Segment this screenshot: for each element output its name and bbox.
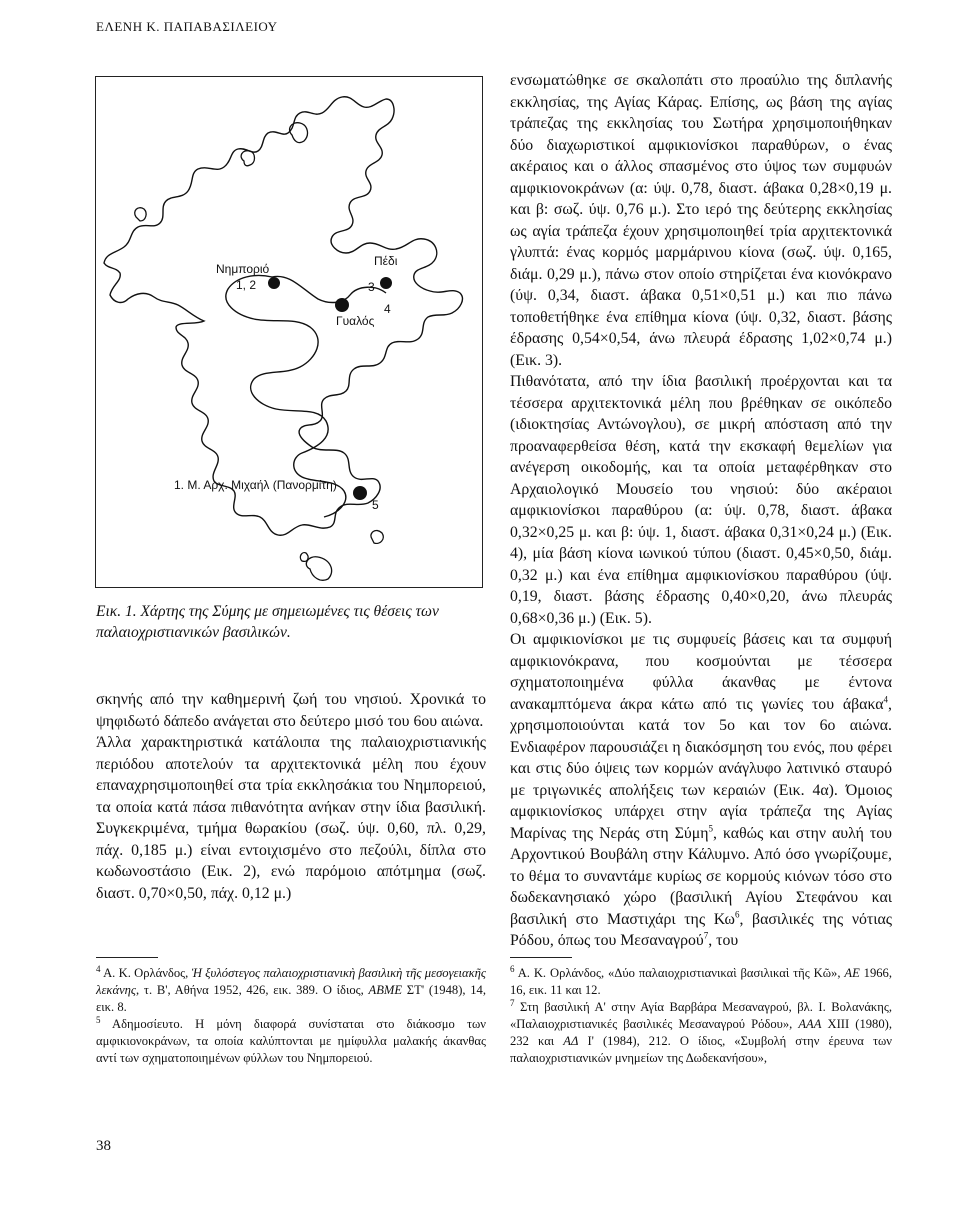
footnote-7: [510, 999, 892, 1067]
label-panormitis: 1. Μ. Αρχ. Μιχαήλ (Πανορμίτη): [174, 478, 337, 492]
footnote-6: [510, 965, 892, 999]
footnote-7-number: 7: [510, 997, 515, 1008]
footnote-5-number: 5: [96, 1014, 101, 1025]
footnote-7-text-c: Ι' (1984), 212. Ο ίδιος, «Συμβολή στην έρευνα των παλαιοχριστιανικών μνημείων της Δωδεκανήσου»,: [510, 1034, 892, 1065]
page-number: 38: [96, 1138, 111, 1154]
left-paragraph-1: σκηνής από την καθημερινή ζωή του νησιού. Χρονικά το ψηφιδωτό δάπεδο ανάγεται στο δεύτερο μισό του 6ου αιώνα.: [96, 691, 486, 730]
site-marker-nimporio: [268, 277, 280, 289]
running-header: ΕΛΕΝΗ Κ. ΠΑΠΑΒΑΣΙΛΕΙΟΥ: [96, 19, 278, 34]
islet-southeast: [371, 531, 383, 544]
footnote-6-number: 6: [510, 963, 515, 974]
right-column: [510, 70, 892, 952]
islet-south: [306, 557, 331, 581]
footnote-6-journal: ΑΕ: [844, 966, 860, 980]
right-p3-text-c: , καθώς και στην αυλή του Αρχοντικού Βουβάλη στην Κάλυμνο. Από όσο γνωρίζουμε, το θέμα το συναντάμε κυρίως σε κορμούς κιόνων τόσο στο δωδεκανησιακό χώρο (βασιλική Αγίου Στεφάνου και βασιλική στο Μαστιχάρι της Κω: [510, 824, 893, 928]
label-nimporio-nums: 1, 2: [236, 278, 257, 292]
island-coastline: [104, 97, 462, 536]
footnote-7-journal: ΑΑΑ: [798, 1017, 822, 1031]
right-paragraph-1: ενσωματώθηκε σε σκαλοπάτι στο προαύλιο της διπλανής εκκλησίας, της Αγίας Κάρας. Επίσης, ως βάση της αγίας τράπεζας της εκκλησίας του Σωτήρα χρησιμοποιήθηκαν δύο διαχωριστικοί αμφικιονίσκοι παραθύρων, ο ένας ακέραιος και ο άλλος σπασμένος στο ύψος των συμφυών αμφικιονοκράνων (α: ύψ. 0,78, διαστ. άβακα 0,28×0,19 μ. και β: σωζ. ύψ. 0,76 μ.). Στο ιερό της δεύτερης εκκλησίας ως αγία τράπεζα έχουν χρησιμοποιηθεί τρία αρχιτεκτονικά γλυπτά: ένας κορμός μαρμάρινου κίονα (σωζ. ύψ. 0,165, διάμ. 0,29 μ.), πάνω στον οποίο στηρίζεται ένα κιονόκρανο (ύψ. 0,34, διαστ. άβακα 0,51×0,51 μ.) και πιο πάνω τοποθετήθηκε ένα επίθημα κίονα (ύψ. 0,32, διαστ. βάσης έδρασης 0,54×0,54, άνω πλευρά έδρασης 1,02×0,74 μ.) (Εικ. 3).: [510, 72, 892, 369]
right-p3-text-a: Οι αμφικιονίσκοι με τις συμφυείς βάσεις και τα συμφυή αμφικιονόκρανα, που κοσμούνται με τέσσερα σχηματοποιημένα φύλλα άκανθας με έντονα ανακαμπτόμενα άκρα κάτω από τις γωνίες του άβακα: [510, 631, 892, 713]
footnote-5: [96, 1016, 486, 1067]
label-pedi: Πέδι: [374, 254, 398, 268]
symi-map: [96, 77, 483, 588]
footnote-rule-left: [96, 957, 158, 958]
footnote-ref-6: 6: [734, 909, 740, 920]
right-p3-text-e: , του: [708, 932, 739, 949]
footnote-4-text-c: ΣΤ' (1948), 14, εικ. 8.: [96, 983, 487, 1014]
islet-northwest: [241, 151, 254, 166]
footnote-ref-4: 4: [883, 694, 889, 705]
footnotes-left: [96, 965, 486, 1067]
footnote-4-number: 4: [96, 963, 101, 974]
right-p3-text-d: , βασιλικές της νότιας Ρόδου, όπως του Μεσαναγρού: [510, 910, 892, 949]
footnote-ref-7: 7: [703, 930, 709, 941]
islet-south-small: [300, 553, 308, 562]
label-num3: 3: [368, 280, 375, 294]
footnote-7-journal-2: ΑΔ: [563, 1034, 579, 1048]
islet-west: [135, 208, 146, 221]
label-num5: 5: [372, 498, 379, 512]
site-marker-pedi: [380, 277, 392, 289]
footnote-5-text: Αδημοσίευτο. Η μόνη διαφορά συνίσταται στο διάκοσμο των αμφικιονοκράνων, τα οποία καλύπτονται με ημίφυλλα μαλακής άκανθας αντί των σχηματοποιημένων φύλλων του Νημπορειού.: [96, 1017, 486, 1065]
footnote-7-text-b: XIII (1980), 232 και: [510, 1017, 892, 1048]
left-paragraph-2: Άλλα χαρακτηριστικά κατάλοιπα της παλαιοχριστιανικής περιόδου αποτελούν τα αρχιτεκτονικά μέλη που έχουν επαναχρησιμοποιηθεί στα τρία εκκλησάκια του Νημπορειού, τα οποία κατά πάσα πιθανότητα ανήκαν στην ίδια βασιλική. Συγκεκριμένα, τμήμα θωρακίου (σωζ. ύψ. 0,60, πλ. 0,29, πάχ. 0,185 μ.) είναι εντοιχισμένο στο πεζούλι, δίπλα στο κωδωνοστάσιο (Εικ. 2), ενώ παρόμοιο απότμημα (σωζ. διαστ. 0,70×0,50, πάχ. 0,12 μ.): [96, 734, 486, 902]
footnote-7-text-a: Στη βασιλική Α' στην Αγία Βαρβάρα Μεσαναγρού, βλ. Ι. Βολανάκης, «Παλαιοχριστιανικές βασιλικές Μεσαναγρού Ρόδου»,: [510, 1000, 892, 1031]
right-paragraph-3: [510, 629, 892, 952]
footnote-6-text-a: Α. Κ. Ορλάνδος, «Δύο παλαιοχριστιανικαὶ βασιλικαὶ τῆς Κῶ»,: [514, 966, 845, 980]
footnote-4-text-b: , τ. Β', Αθήνα 1952, 426, εικ. 389. Ο ίδιος,: [136, 983, 369, 997]
footnote-4-text-a: Α. Κ. Ορλάνδος,: [100, 966, 192, 980]
footnote-4: [96, 965, 486, 1016]
site-marker-panormitis: [353, 486, 367, 500]
figure-caption: Εικ. 1. Χάρτης της Σύμης με σημειωμένες τις θέσεις των παλαιοχριστιανικών βασιλικών.: [96, 603, 439, 641]
map-figure: [95, 76, 483, 588]
right-paragraph-2: Πιθανότατα, από την ίδια βασιλική προέρχονται και τα τέσσερα αρχιτεκτονικά μέλη που βρέθηκαν σε οικόπεδο (ιδιοκτησίας Αντώνογλου), σε μικρή απόσταση από την προαναφερθείσα θέση, κατά την εκσκαφή θεμελίων για ανέγερση οικοδομής, και τα οποία μεταφέρθηκαν στο Αρχαιολογικό Μουσείο του νησιού: δύο ακέραιοι αμφικιονίσκοι παραθύρου (α: ύψ. 0,78, διαστ. άβακα 0,32×0,25 μ. και β: ύψ. 1, διαστ. άβακα 0,31×0,24 μ.) (Εικ. 4), μία βάση κίονα ιωνικού τύπου (διαστ. 0,45×0,50, διάμ. 0,32 μ.) και ένα επίθημα αμφικιονίσκου παραθύρου (ύψ. 0,19, διαστ. βάσης έδρασης 0,40×0,20, άνω πλευράς 0,68×0,36 μ.) (Εικ. 5).: [510, 373, 892, 627]
site-marker-gialos: [335, 298, 349, 312]
footnotes-right: [510, 965, 892, 1067]
footnote-6-text-b: 1966, 16, εικ. 11 και 12.: [510, 966, 892, 997]
left-column: [96, 689, 486, 904]
footnote-4-title: Ἡ ξυλόστεγος παλαιοχριστιανικὴ βασιλικὴ τῆς μεσογειακῆς λεκάνης: [96, 966, 487, 997]
label-gialos: Γυαλός: [336, 314, 375, 328]
label-nimporio: Νημποριό: [216, 262, 270, 276]
right-p3-text-b: , χρησιμοποιούνται κατά τον 5ο και τον 6ο αιώνα. Ενδιαφέρον παρουσιάζει η διακόσμηση του ενός, που φέρει και στις δύο όψεις των κορμών ανάγλυφο λατινικό σταυρό με τριγωνικές απολήξεις των κεραιών (Εικ. 4α). Όμοιος αμφικιονίσκος υπάρχει στην αγία τράπεζα της Αγίας Μαρίνας της Νεράς στη Σύμη: [510, 695, 892, 842]
label-num4: 4: [384, 302, 391, 316]
footnote-4-journal: ΑΒΜΕ: [368, 983, 403, 997]
footnote-ref-5: 5: [708, 823, 713, 834]
footnote-rule-right: [510, 957, 572, 958]
